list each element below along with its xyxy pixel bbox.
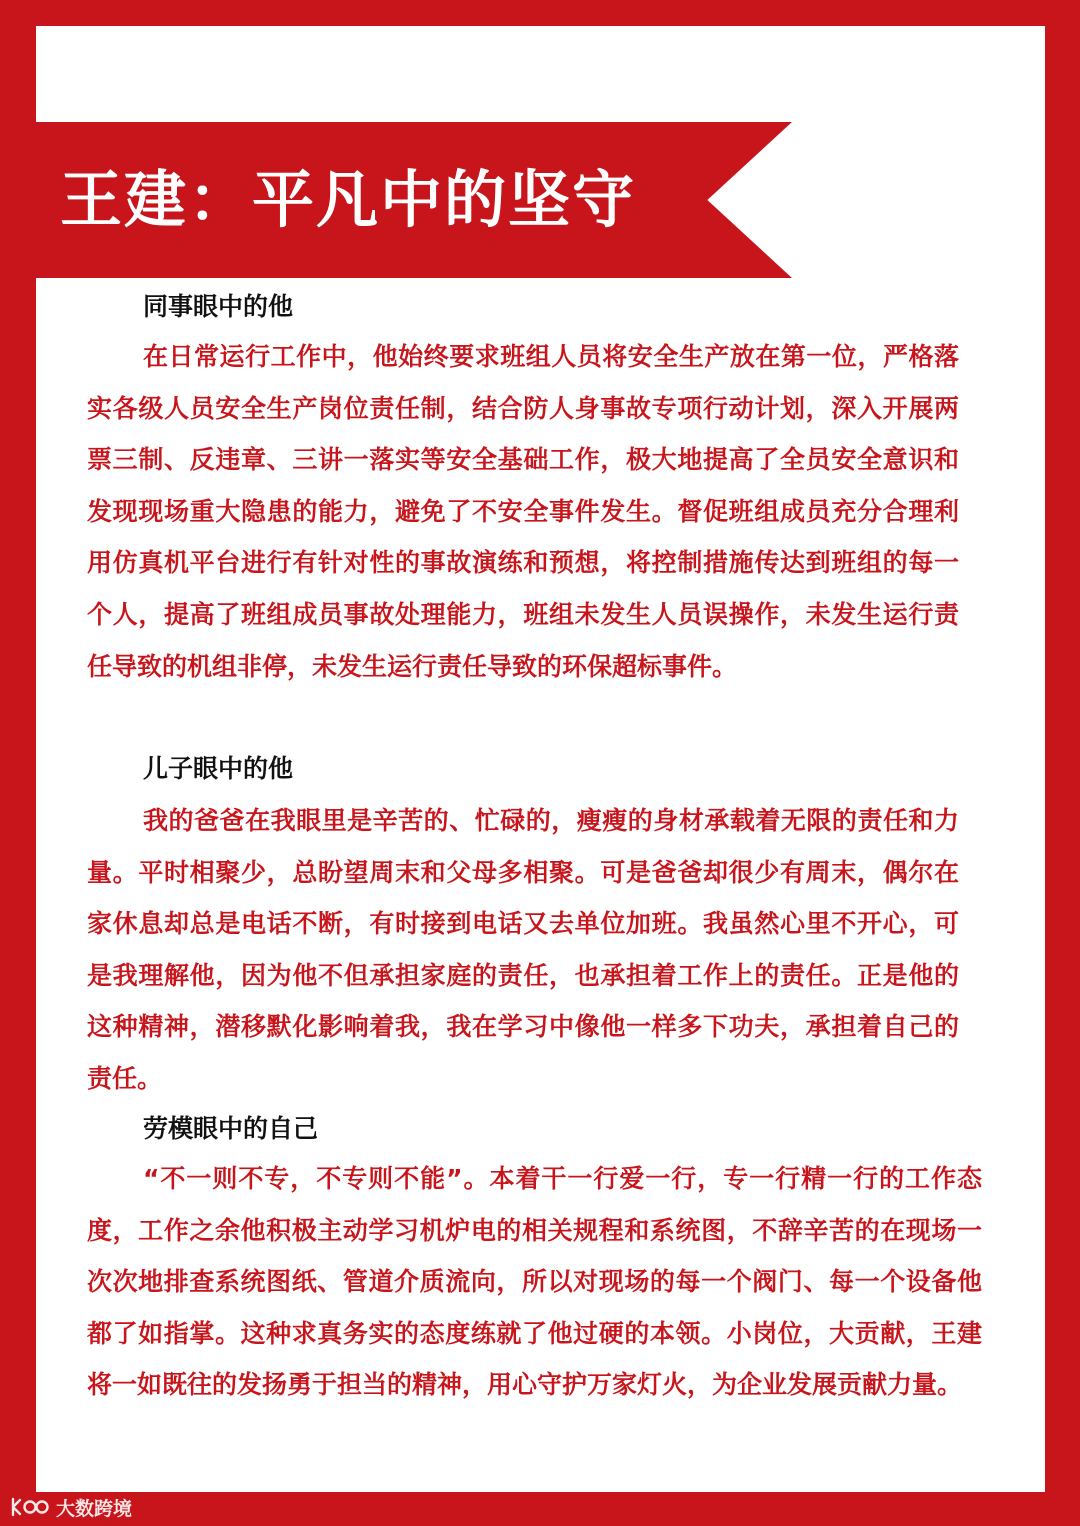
watermark: [10, 1494, 132, 1520]
brand-logo-icon: [10, 1495, 50, 1519]
section-body-self: “不一则不专，不专则不能”。本着干一行爱一行，专一行精一行的工作态度，工作之余他积极主动学习机炉电的相关规程和系统图，不辞辛苦的在现场一次次地排查系统图纸、管道介质流向，所以对现场的每一个阀门、每一个设备他都了如指掌。这种求真务实的态度练就了他过硬的本领。小岗位，大贡献，王建将一如既往的发扬勇于担当的精神，用心守护万家灯火，为企业发展贡献力量。: [87, 1164, 982, 1400]
section-body-son: 我的爸爸在我眼里是辛苦的、忙碌的，瘦瘦的身材承载着无限的责任和力量。平时相聚少，总盼望周末和父母多相聚。可是爸爸却很少有周末，偶尔在家休息却总是电话不断，有时接到电话又去单位加班。我虽然心里不开心，可是我理解他，因为他不但承担家庭的责任，也承担着工作上的责任。正是他的这种精神，潜移默化影响着我，我在学习中像他一样多下功夫，承担着自己的责任。: [87, 806, 959, 1093]
section-heading-son: 儿子眼中的他: [143, 754, 294, 783]
section-heading-colleague: 同事眼中的他: [143, 292, 294, 321]
section-heading-self: 劳模眼中的自己: [143, 1114, 319, 1143]
page-title: 王建：平凡中的坚守: [60, 163, 637, 236]
section-body-colleague: 在日常运行工作中，他始终要求班组人员将安全生产放在第一位，严格落实各级人员安全生产岗位责任制，结合防人身事故专项行动计划，深入开展两票三制、反违章、三讲一落实等安全基础工作，极大地提高了全员安全意识和发现现场重大隐患的能力，避免了不安全事件发生。督促班组成员充分合理利用仿真机平台进行有针对性的事故演练和预想，将控制措施传达到班组的每一个人，提高了班组成员事故处理能力，班组未发生人员误操作，未发生运行责任导致的机组非停，未发生运行责任导致的环保超标事件。: [87, 342, 959, 681]
watermark-text: 大数跨境: [56, 1497, 133, 1520]
